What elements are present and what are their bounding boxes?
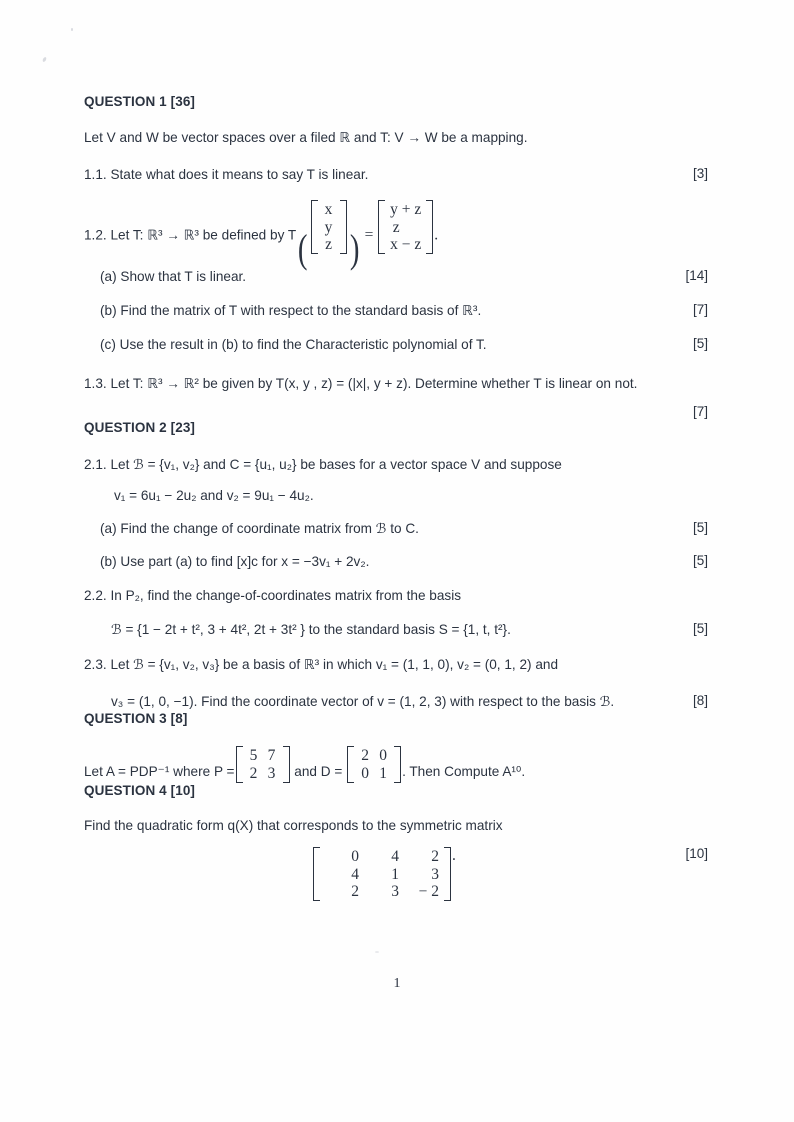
matrix-cell: 1 <box>379 764 387 782</box>
symmetric-matrix <box>313 847 451 901</box>
item-2-1-a <box>84 521 708 538</box>
item-2-3-equation: v₃ = (1, 0, −1). Find the coordinate vector of v = (1, 2, 3) with respect to the basis ℬ. <box>111 694 615 710</box>
item-1-1 <box>84 167 708 184</box>
matrix-D <box>347 746 401 783</box>
item-2-2-equation-row <box>84 622 708 639</box>
question-2-heading: QUESTION 2 [23] <box>84 420 196 436</box>
bracket-left <box>236 746 243 783</box>
matrix-cell: 2 <box>249 764 258 782</box>
item-1-2 <box>84 200 708 271</box>
item-1-2-c-text: (c) Use the result in (b) to find the Characteristic polynomial of T. <box>100 337 487 353</box>
matrix-cell: 5 <box>249 747 258 765</box>
question-3-heading: QUESTION 3 [8] <box>84 711 188 727</box>
matrix-P <box>236 746 290 783</box>
bracket-right <box>283 746 290 783</box>
item-1-2-text: 1.2. Let T: ℝ³ → ℝ³ be defined by T( x y z ) = y + z z x − z . <box>84 201 439 271</box>
item-2-1-a-text: (a) Find the change of coordinate matrix from ℬ to C. <box>100 521 419 537</box>
matrix-cell: 2 <box>431 848 439 866</box>
item-2-3-equation-row <box>84 694 708 711</box>
item-1-3-text: 1.3. Let T: ℝ³ → ℝ² be given by T(x, y , z) = (|x|, y + z). Determine whether T is linear on not. <box>84 376 638 392</box>
matrix-cell: 4 <box>391 848 399 866</box>
matrix-cell: 4 <box>351 865 359 883</box>
matrix-cell: y <box>324 218 333 236</box>
item-1-2-a-text: (a) Show that T is linear. <box>100 269 247 285</box>
item-2-3-marks: [8] <box>692 693 708 709</box>
item-1-1-marks: [3] <box>692 166 708 182</box>
matrix-cell: 3 <box>391 882 399 900</box>
bracket-right <box>444 847 451 901</box>
item-1-2-prefix: 1.2. Let T: ℝ³ → ℝ³ be defined by T <box>84 227 297 243</box>
matrix-cell: 2 <box>361 747 369 765</box>
scan-speck <box>71 28 73 31</box>
question-1-heading: QUESTION 1 [36] <box>84 94 196 109</box>
scan-speck <box>375 951 379 953</box>
matrix-cell: 0 <box>361 764 369 782</box>
matrix-suffix: . <box>452 847 456 865</box>
image-vector-matrix <box>378 200 433 254</box>
bracket-left <box>311 200 318 254</box>
bracket-right <box>394 746 401 783</box>
question-3-middle: and D = <box>294 764 343 780</box>
item-1-2-suffix: . <box>434 226 439 244</box>
item-2-1-a-marks: [5] <box>692 520 708 536</box>
matrix-cell: y + z <box>390 201 422 219</box>
item-1-2-c-marks: [5] <box>692 336 708 352</box>
question-3-body <box>84 746 708 783</box>
matrix-cell: 7 <box>267 747 276 765</box>
item-1-2-b <box>84 303 708 320</box>
page-number: 1 <box>393 976 401 991</box>
item-1-3-marks-row <box>84 405 708 420</box>
item-2-2-equation: ℬ = {1 − 2t + t², 3 + 4t², 2t + 3t² } to the standard basis S = {1, t, t²}. <box>111 622 511 638</box>
bracket-left <box>347 746 354 783</box>
bracket-right <box>426 200 433 254</box>
domain-vector-matrix <box>311 200 347 254</box>
item-1-3-marks: [7] <box>692 404 708 420</box>
item-2-2-marks: [5] <box>692 621 708 637</box>
question-4-matrix-row <box>84 847 708 901</box>
matrix-cell: 3 <box>267 764 276 782</box>
matrix-cell: 0 <box>351 848 359 866</box>
bracket-left <box>313 847 320 901</box>
matrix-cell: 1 <box>391 865 399 883</box>
matrix-cell: − 2 <box>418 882 439 900</box>
item-1-2-b-text: (b) Find the matrix of T with respect to the standard basis of ℝ³. <box>100 303 482 319</box>
item-1-2-c <box>84 337 708 354</box>
item-2-1-b-text: (b) Use part (a) to find [x]ᴄ for x = −3v₁ + 2v₂. <box>100 554 370 570</box>
item-1-1-text: 1.1. State what does it means to say T is linear. <box>84 167 369 183</box>
equals-sign: = <box>364 226 374 244</box>
bracket-left <box>378 200 385 254</box>
exam-content <box>84 94 708 901</box>
item-1-2-b-marks: [7] <box>692 302 708 318</box>
item-2-3-text: 2.3. Let ℬ = {v₁, v₂, v₃} be a basis of ℝ³ in which v₁ = (1, 1, 0), v₂ = (0, 1, 2) and <box>84 657 559 673</box>
question-3-prefix: Let A = PDP⁻¹ where P = <box>84 764 235 780</box>
matrix-cell: 3 <box>431 865 439 883</box>
item-2-1-b-marks: [5] <box>692 553 708 569</box>
item-2-2-text: 2.2. In P₂, find the change-of-coordinates matrix from the basis <box>84 588 462 604</box>
matrix-cell: 2 <box>351 882 359 900</box>
item-1-2-a-marks: [14] <box>685 268 708 284</box>
item-2-1-text: 2.1. Let ℬ = {v₁, v₂} and C = {u₁, u₂} be bases for a vector space V and suppose <box>84 457 562 473</box>
item-1-2-a <box>84 269 708 286</box>
question-1-intro: Let V and W be vector spaces over a filed ℝ and T: V → W be a mapping. <box>84 130 528 146</box>
question-3-suffix: . Then Compute A¹⁰. <box>402 764 526 780</box>
matrix-cell: x − z <box>390 235 422 253</box>
item-2-1-equation: v₁ = 6u₁ − 2u₂ and v₂ = 9u₁ − 4u₂. <box>114 488 314 504</box>
matrix-cell: z <box>392 218 400 236</box>
question-4-body-text: Find the quadratic form q(X) that corresponds to the symmetric matrix <box>84 818 503 834</box>
question-4-matrix-wrap <box>84 847 456 901</box>
matrix-cell: 0 <box>379 747 387 765</box>
item-2-1-b <box>84 554 708 571</box>
matrix-cell: x <box>324 201 333 219</box>
scan-speck <box>42 57 47 63</box>
question-4-heading: QUESTION 4 [10] <box>84 782 196 798</box>
matrix-cell: z <box>325 235 332 253</box>
question-4-marks: [10] <box>685 846 708 862</box>
bracket-right <box>340 200 347 254</box>
